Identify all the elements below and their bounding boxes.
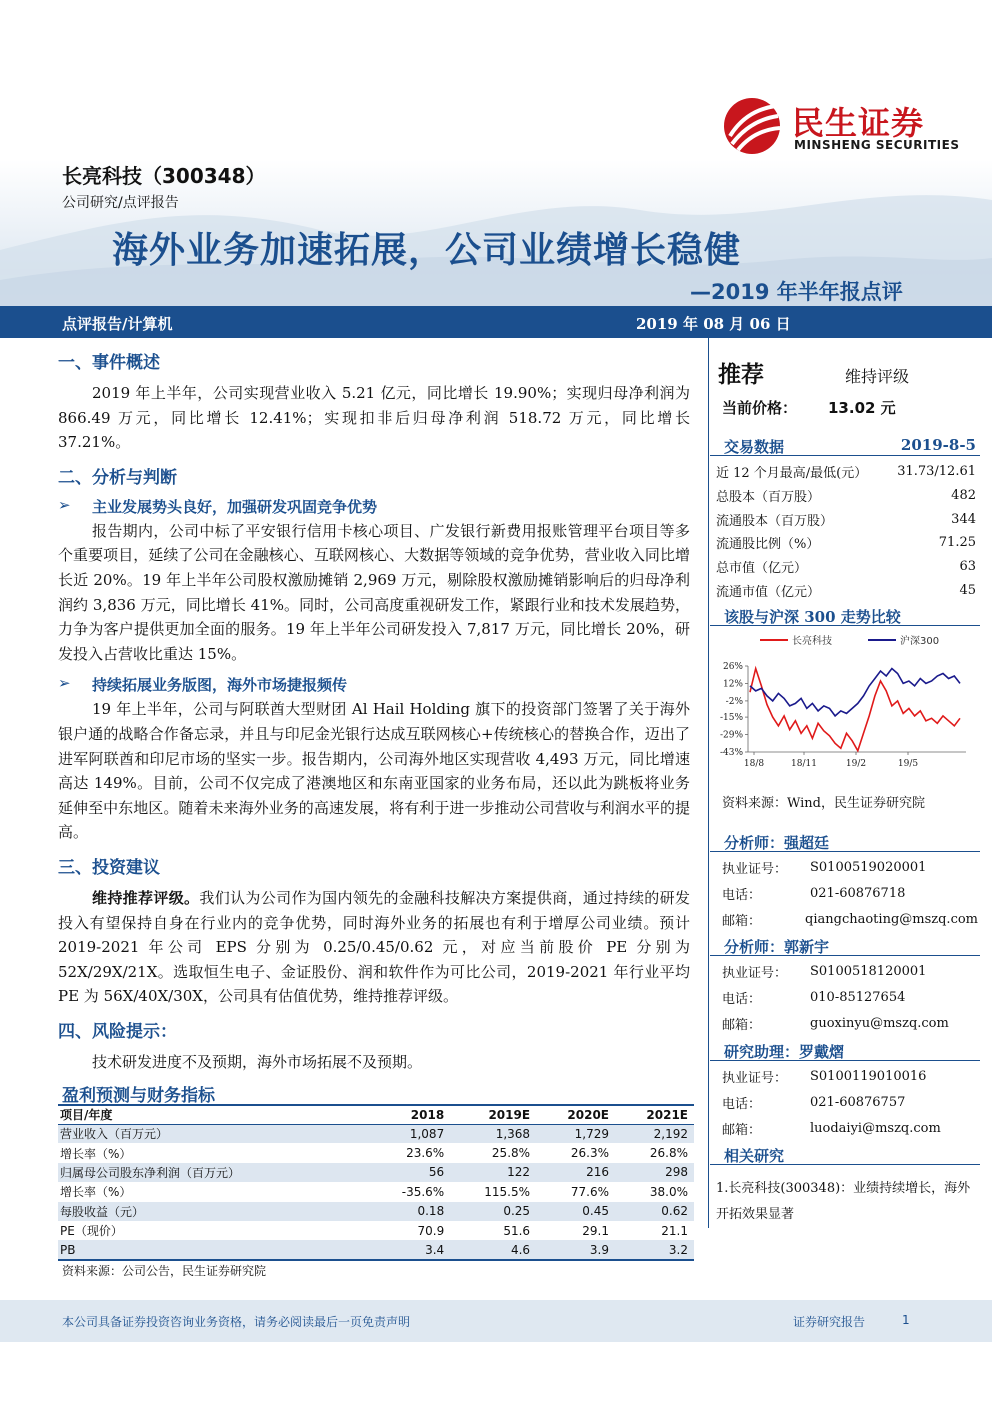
- company-name: 长亮科技（300348）: [62, 164, 266, 188]
- arrow-bullet-icon: ➢: [58, 674, 71, 693]
- x-tick-label: 19/2: [845, 759, 867, 769]
- price-value: 13.02 元: [828, 399, 896, 417]
- table-header-cell: 2020E: [536, 1105, 615, 1124]
- report-type: 公司研究/点评报告: [62, 195, 179, 211]
- paragraph: 19 年上半年，公司与阿联酋大型财团 Al Hail Holding 旗下的投资部门签署了关于海外银户通的战略合作备忘录，并且与印尼金光银行达成互联网核心+传统核心的替换合作，迈出了进军阿联酋和印尼市场的坚实一步。报告期内，公司海外地区实现营收 4,493 万元，同比增速高达 149%。目前，公司不仅完成了港澳地区和东南亚国家的业务布局，还以此为跳板将业务延伸至中东地区。随着未来海外业务的高速发展，将有利于进一步推动公司营收与利润水平的提高。: [58, 700, 690, 842]
- table-cell: 26.8%: [649, 1146, 688, 1161]
- table-cell: 26.3%: [570, 1146, 609, 1161]
- y-tick-label: 12%: [722, 679, 743, 690]
- trade-data-value: 45: [959, 582, 976, 598]
- table-cell: 增长率（%）: [60, 1185, 132, 1200]
- table-cell: 归属母公司股东净利润（百万元）: [58, 1163, 370, 1182]
- analyst-2-header: [710, 934, 980, 956]
- table-cell: 23.6%: [406, 1146, 445, 1161]
- paragraph: [58, 886, 690, 1009]
- table-cell: 25.8%: [491, 1146, 531, 1161]
- table-cell: 0.62: [615, 1202, 694, 1221]
- table-cell: 1,087: [370, 1124, 450, 1143]
- table-cell: 0.45: [536, 1202, 615, 1221]
- chart-source: 资料来源：Wind，民生证券研究院: [722, 796, 925, 811]
- trade-data-row: [716, 460, 976, 484]
- table-row: [58, 1240, 694, 1259]
- contact-value: 010-85127654: [810, 990, 906, 1006]
- y-tick-label: -29%: [719, 730, 743, 741]
- column-divider: [708, 338, 709, 1228]
- assistant-header: [710, 1039, 980, 1061]
- table-header-cell: 2018: [370, 1105, 450, 1124]
- legend-label: 沪深300: [900, 636, 940, 647]
- trade-data-title: 交易数据: [724, 438, 785, 456]
- series-line: [750, 669, 960, 716]
- chart-header: [710, 604, 980, 626]
- subheading-text: 持续拓展业务版图，海外市场捷报频传: [92, 676, 348, 695]
- contact-label: 执业证号：: [722, 1071, 788, 1087]
- stock-vs-index-chart: [712, 630, 978, 780]
- contact-label: 执业证号：: [722, 966, 788, 982]
- email-link[interactable]: luodaiyi@mszq.com: [810, 1120, 941, 1136]
- trade-data-label: 总市值（亿元）: [716, 561, 808, 577]
- table-cell: 0.25: [450, 1202, 536, 1221]
- rating-statement: 维持推荐评级。: [92, 888, 200, 907]
- paragraph: 2019 年上半年，公司实现营业收入 5.21 亿元，同比增长 19.90%；实现归母净利润为 866.49 万元，同比增长 12.41%；实现扣非后归母净利润 518.72 万元，同比增长 37.21%。: [58, 384, 690, 452]
- email-link[interactable]: qiangchaoting@mszq.com: [805, 911, 978, 927]
- trade-data-label: 流通股比例（%）: [716, 537, 820, 553]
- category-bar: [0, 306, 992, 338]
- rating: 推荐: [718, 362, 764, 388]
- contact-label: 邮箱：: [722, 913, 762, 929]
- trade-data-header: [710, 434, 980, 456]
- trade-data-value: 31.73/12.61: [897, 464, 976, 480]
- price-label: 当前价格：: [722, 399, 798, 417]
- related-title: 相关研究: [724, 1147, 785, 1165]
- trade-data-date: 2019-8-5: [900, 436, 976, 454]
- x-tick-label: 19/5: [897, 759, 919, 769]
- table-cell: 216: [536, 1163, 615, 1182]
- analyst-1-header: [710, 830, 980, 852]
- contact-row: [722, 855, 978, 881]
- minsheng-logo-icon: [722, 96, 784, 156]
- rating-sub: 维持评级: [845, 367, 910, 386]
- related-research-item[interactable]: 1.长亮科技(300348)：业绩持续增长，海外开拓效果显著: [716, 1181, 971, 1222]
- table-row: [58, 1221, 694, 1240]
- paragraph-text: 我们认为公司作为国内领先的金融科技解决方案提供商，通过持续的研发投入有望保持自身在行业内的竞争优势，同时海外业务的拓展也有利于增厚公司业绩。预计 2019-2021 年公司 EPS 分别为 0.25/0.45/0.62 元，对应当前股价 PE 分别为 52X/29X/21X。选取恒生电子、金证股份、润和软件作为可比公司，2019-2021 年行业平均 PE 为 56X/40X/30X，公司具有估值优势，维持推荐评级。: [58, 888, 690, 1006]
- contact-row: [722, 1064, 978, 1090]
- contact-label: 执业证号：: [722, 862, 788, 878]
- table-row: [58, 1202, 694, 1221]
- table-cell: 70.9: [417, 1223, 445, 1238]
- trade-data-value: 71.25: [938, 535, 976, 551]
- contact-value: 021-60876757: [810, 1095, 906, 1111]
- contact-row: [722, 985, 978, 1011]
- trade-data-row: [716, 531, 976, 555]
- subheading: [58, 674, 690, 695]
- analyst-1-title: 分析师：强超廷: [724, 834, 830, 852]
- table-cell: PB: [58, 1240, 370, 1259]
- analyst-2-title: 分析师：郭新宇: [724, 938, 830, 956]
- table-cell: -35.6%: [401, 1184, 445, 1199]
- financial-table-source: 资料来源：公司公告，民生证券研究院: [62, 1264, 267, 1278]
- contact-row: [722, 881, 978, 907]
- table-header-row: [58, 1105, 694, 1124]
- contact-label: 电话：: [722, 888, 762, 904]
- table-cell: 115.5%: [484, 1184, 531, 1199]
- contact-label: 邮箱：: [722, 1122, 762, 1138]
- financial-table-title: 盈利预测与财务指标: [62, 1086, 215, 1106]
- table-cell: 4.6: [450, 1240, 536, 1259]
- trade-data-row: [716, 507, 976, 531]
- trade-data-label: 流通股本（百万股）: [716, 513, 834, 529]
- disclaimer-notice: 本公司具备证券投资咨询业务资格，请务必阅读最后一页免责声明: [62, 1315, 411, 1329]
- table-cell: 1,368: [450, 1124, 536, 1143]
- table-cell: PE（现价）: [60, 1224, 123, 1239]
- contact-row: [722, 959, 978, 985]
- page-number: 1: [902, 1313, 910, 1327]
- contact-row: [722, 1010, 978, 1036]
- table-cell: 3.9: [536, 1240, 615, 1259]
- related-header: [710, 1143, 980, 1165]
- subheadline: —2019 年半年报点评: [690, 280, 903, 304]
- table-cell: 77.6%: [570, 1184, 609, 1199]
- table-cell: 3.4: [370, 1240, 450, 1259]
- trade-data-row: [716, 484, 976, 508]
- table-header-cell: 项目/年度: [58, 1105, 370, 1124]
- table-row: [58, 1182, 694, 1201]
- table-row: [58, 1124, 694, 1143]
- headline: 海外业务加速拓展，公司业绩增长稳健: [112, 230, 742, 271]
- assistant-title: 研究助理：罗戴熠: [724, 1043, 845, 1061]
- table-cell: 38.0%: [649, 1184, 688, 1199]
- table-cell: 2,192: [615, 1124, 694, 1143]
- trade-data-value: 344: [951, 511, 976, 527]
- section-title-4: 四、风险提示：: [58, 1021, 177, 1042]
- table-cell: 0.18: [370, 1202, 450, 1221]
- contact-value: S0100518120001: [810, 964, 927, 980]
- footer-doc-type: 证券研究报告: [793, 1315, 866, 1329]
- trade-data-label: 流通市值（亿元）: [716, 584, 821, 600]
- table-header-cell: 2021E: [615, 1105, 694, 1124]
- trade-data-row: [716, 555, 976, 579]
- table-cell: 298: [615, 1163, 694, 1182]
- section-title-2: 二、分析与判断: [58, 467, 177, 488]
- subheading: [58, 496, 690, 517]
- x-tick-label: 18/11: [791, 759, 817, 769]
- section-title-3: 三、投资建议: [58, 857, 160, 878]
- subheading-text: 主业发展势头良好，加强研发巩固竞争优势: [92, 497, 378, 516]
- table-cell: 51.6: [503, 1223, 531, 1238]
- table-cell: 29.1: [582, 1223, 609, 1238]
- series-line: [750, 669, 960, 751]
- page-footer: [0, 1300, 992, 1342]
- contact-label: 电话：: [722, 1097, 762, 1113]
- table-row: [58, 1163, 694, 1182]
- chart-title: 该股与沪深 300 走势比较: [724, 608, 901, 626]
- contact-row: [722, 1115, 978, 1141]
- table-cell: 56: [370, 1163, 450, 1182]
- contact-value: S0100119010016: [810, 1069, 927, 1085]
- legend-label: 长亮科技: [792, 636, 832, 647]
- assistant-info: [722, 1064, 978, 1141]
- table-cell: 122: [450, 1163, 536, 1182]
- y-tick-label: -15%: [719, 713, 743, 724]
- financial-table: [58, 1104, 694, 1261]
- y-tick-label: 26%: [722, 662, 743, 672]
- table-cell: 增长率（%）: [60, 1146, 132, 1161]
- trade-data-row: [716, 578, 976, 602]
- contact-row: [722, 1090, 978, 1116]
- brand-name-cn: 民生证券: [792, 104, 925, 142]
- section-title-1: 一、事件概述: [58, 353, 160, 373]
- paragraph: 报告期内，公司中标了平安银行信用卡核心项目、广发银行新费用报账管理平台项目等多个重要项目，延续了公司在金融核心、互联网核心、大数据等领域的竞争优势，营业收入同比增长近 20%。19 年上半年公司股权激励摊销 2,969 万元，剔除股权激励摊销影响后的归母净利润约 3,836 万元，同比增长 41%。同时，公司高度重视研发工作，紧跟行业和技术发展趋势，力争为客户提供更加全面的服务。19 年上半年公司研发投入 7,817 万元，同比增长 20%，研发投入占营收比重达 15%。: [58, 521, 690, 663]
- y-tick-label: -2%: [725, 696, 743, 707]
- table-cell: 21.1: [661, 1223, 688, 1238]
- brand-logo: [722, 96, 972, 156]
- contact-label: 邮箱：: [722, 1017, 762, 1033]
- table-cell: 每股收益（元）: [58, 1202, 370, 1221]
- x-tick-label: 18/8: [743, 759, 765, 769]
- contact-row: [722, 906, 978, 932]
- table-cell: 1,729: [536, 1124, 615, 1143]
- email-link[interactable]: guoxinyu@mszq.com: [810, 1015, 949, 1031]
- report-date: 2019 年 08 月 06 日: [636, 315, 791, 333]
- table-header-cell: 2019E: [450, 1105, 536, 1124]
- trade-data-label: 近 12 个月最高/最低(元）: [716, 466, 868, 482]
- trade-data-list: [716, 460, 976, 602]
- table-row: [58, 1143, 694, 1162]
- trade-data-value: 482: [951, 488, 976, 504]
- analyst-2-info: [722, 959, 978, 1036]
- brand-name-en: MINSHENG SECURITIES: [794, 138, 960, 152]
- report-category: 点评报告/计算机: [62, 315, 173, 333]
- trade-data-label: 总股本（百万股）: [716, 490, 821, 506]
- contact-value: 021-60876718: [810, 886, 906, 902]
- y-tick-label: -43%: [719, 748, 743, 758]
- trade-data-value: 63: [959, 559, 976, 575]
- arrow-bullet-icon: ➢: [58, 495, 71, 514]
- contact-value: S0100519020001: [810, 860, 927, 876]
- table-cell: 营业收入（百万元）: [58, 1124, 370, 1143]
- main-content: [58, 348, 690, 1082]
- table-cell: 3.2: [615, 1240, 694, 1259]
- paragraph: 技术研发进度不及预期，海外市场拓展不及预期。: [92, 1052, 423, 1071]
- contact-label: 电话：: [722, 992, 762, 1008]
- analyst-1-info: [722, 855, 978, 932]
